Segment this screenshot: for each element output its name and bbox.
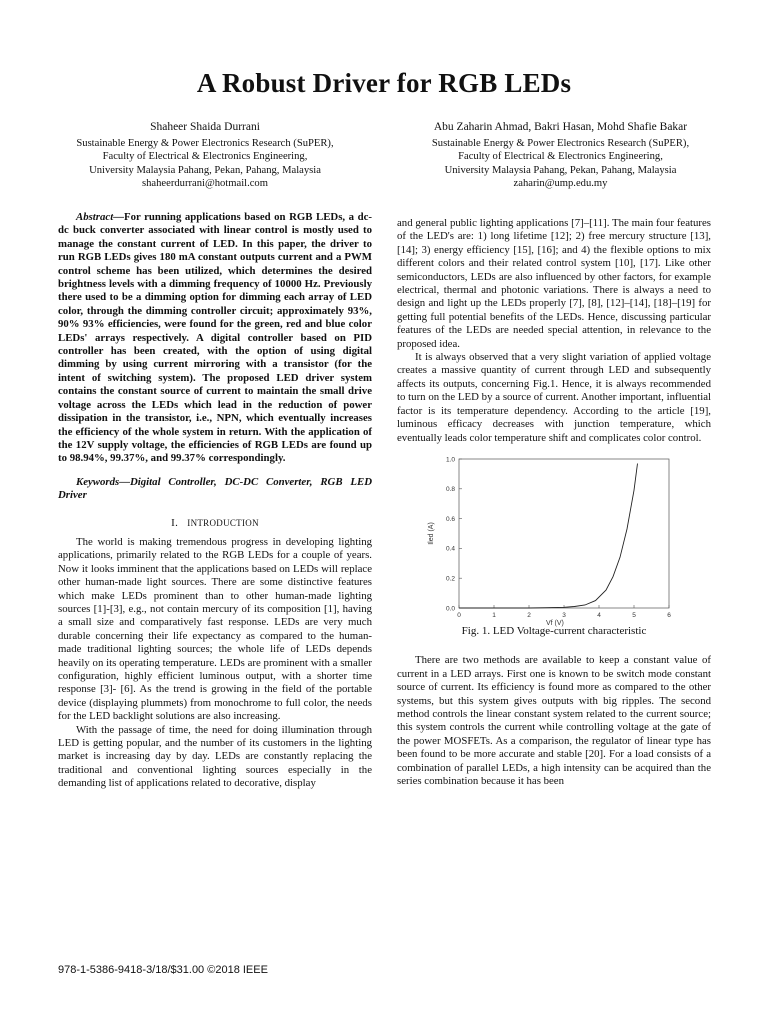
paragraph: It is always observed that a very slight variation of applied voltage creates a massive quantity of current through LED and subsequently affects its outputs, concerning Fig.1. Hence, it is always recommended to turn on the LED by a source of current. Another important, influential factor is its temperature dependency. According to the article [19], luminous efficacy decreases with junction temperature, which eventually leads color temperature shift and complicates color control.	[397, 351, 711, 444]
author-email: zaharin@ump.edu.my	[513, 178, 608, 190]
section-number: I.	[171, 516, 179, 529]
x-tick-label: 5	[632, 611, 636, 619]
y-tick-label: 0.0	[445, 605, 455, 613]
figure-led-iv	[397, 451, 711, 627]
affiliation-line: Sustainable Energy & Power Electronics Research (SuPER),	[431, 137, 690, 149]
abstract-text: For running applications based on RGB LEDs, a dc-dc buck converter associated with linear control is mostly used to manage the constant current of LED. In this paper, the driver to run RGB LEDs gives 180 mA constant outputs current and a PWM control scheme has been utilized, which determines the desired brightness levels with a dimming frequency of 10000 Hz. Previously there used to be a dimming option for dimming each array of LED color, through the dimming controller circuit; approximately 93%, 90% 93% efficiencies, were found for the green, red and blue color LEDs' arrays respectively. A digital controller based on PID controller has been created, with the option of using digital dimming by using current mirroring with a transistor (for the intent of switching system). The proposed LED driver system contains the constant source of current to maintain the small drive voltage across the LEDs which lead in the reduction of power dissipation in the transistor, i.e., NPN, which eventually increases the efficiency of the whole system in return. With the application of the 12V supply voltage, the efficiencies of RGB LEDs are found up to 98.94%, 99.37%, and 99.37% correspondingly.	[58, 211, 372, 465]
affiliation-line: Faculty of Electrical & Electronics Engineering,	[102, 151, 308, 163]
affiliation-line: University Malaysia Pahang, Pekan, Pahang, Malaysia	[89, 164, 321, 176]
x-tick-label: 2	[527, 611, 531, 619]
paragraph: With the passage of time, the need for doing illumination through LED is getting popular, and the number of its customers in the lighting market is increasing day by day. LEDs are constantly replacing the traditional and conventional lighting sources especially in the demanding list of applications related to decorative, display	[58, 723, 372, 790]
author-block-1	[55, 121, 355, 191]
copyright-footer: 978-1-5386-9418-3/18/$31.00 ©2018 IEEE	[58, 964, 268, 976]
x-tick-label: 1	[492, 611, 496, 619]
plot-frame	[459, 459, 669, 608]
section-heading	[58, 517, 372, 530]
left-column	[58, 211, 372, 791]
x-tick-label: 3	[562, 611, 566, 619]
paragraph: The world is making tremendous progress in developing lighting applications, primarily related to the RGB LEDs for a couple of years. Now it looks imminent that the applications based on LEDs will replace other human-made light sources. There are some distinctive features which make LEDs prominent than to other human-made lighting sources [1]-[3], e.g., not contain mercury of its composition [1], having a small size and comparatively fast response. LEDs are very much durable concerning their life expectancy as compared to the human-made traditional lighting sources; the whole life of LEDs depends heavily on its operating temperature. LEDs are prominent with a smaller configuration, highly efficient luminous output, with a shorter time response [3]- [6]. As the trend is growing in the field of the portable device (displaying plummets) from monochrome to full color, the needs for the LED backlight solutions are also increasing.	[58, 535, 372, 723]
paragraph: There are two methods are available to keep a constant value of current in a LED arrays. First one is known to be switch mode constant source of current. Its efficiency is found more as compared to the other systems, but this system gives outputs with big ripples. The second method controls the linear constant system related to the current source; this system controls the current while controlling voltage at the gate of the power MOSFETs. As a comparison, the regulator of linear type has been found to be more accurate and stable [20]. For a load consists of a combination of parallel LEDs, a high intensity can be acquired than the series combination because it has been	[397, 654, 711, 787]
abstract-label: Abstract—	[76, 211, 124, 223]
section-title: INTRODUCTION	[187, 517, 259, 528]
author-name: Abu Zaharin Ahmad, Bakri Hasan, Mohd Shafie Bakar	[433, 121, 688, 133]
x-tick-label: 4	[597, 611, 601, 619]
affiliation-line: Faculty of Electrical & Electronics Engineering,	[458, 151, 663, 163]
y-tick-label: 0.4	[445, 545, 455, 553]
iv-chart	[397, 451, 711, 627]
y-axis-label: Iled (A)	[428, 522, 435, 545]
y-tick-label: 1.0	[445, 456, 455, 464]
author-name: Shaheer Shaida Durrani	[150, 121, 260, 133]
y-tick-label: 0.8	[445, 486, 455, 494]
paragraph: and general public lighting applications [7]–[11]. The main four features of the LED's are: 1) long lifetime [12]; 2) free mercury structure [13], [14]; 3) energy efficiency [15], [16]; and 4) the flexible options to mix different colors and their related control system [10], [17]. Like other semiconductors, LEDs are also influenced by other factors, for example electrical, thermal and photonic variations. There is always a need to design and light up the LEDs properly [7], [8], [12]–[14], [18]–[19] for getting full potential benefits of the LEDs. Hence, discussing particular features of the LEDs are needed special attention, in relevance to the proposed idea.	[397, 217, 711, 350]
right-column	[397, 217, 711, 788]
y-tick-label: 0.6	[445, 515, 455, 523]
keywords: Keywords—Digital Controller, DC-DC Converter, RGB LED Driver	[58, 475, 372, 502]
figure-caption: Fig. 1. LED Voltage-current characteristic	[461, 624, 647, 637]
x-tick-label: 6	[667, 611, 671, 619]
x-tick-label: 0	[457, 611, 461, 619]
author-email: shaheerdurrani@hotmail.com	[142, 178, 268, 190]
abstract	[58, 211, 372, 466]
paper-title: A Robust Driver for RGB LEDs	[196, 68, 572, 98]
x-axis-label: Vf (V)	[546, 619, 564, 627]
author-block-2	[398, 121, 723, 191]
iv-curve	[459, 463, 638, 608]
affiliation-line: University Malaysia Pahang, Pekan, Pahang, Malaysia	[444, 164, 677, 176]
y-tick-label: 0.2	[445, 575, 455, 583]
affiliation-line: Sustainable Energy & Power Electronics Research (SuPER),	[76, 137, 334, 149]
